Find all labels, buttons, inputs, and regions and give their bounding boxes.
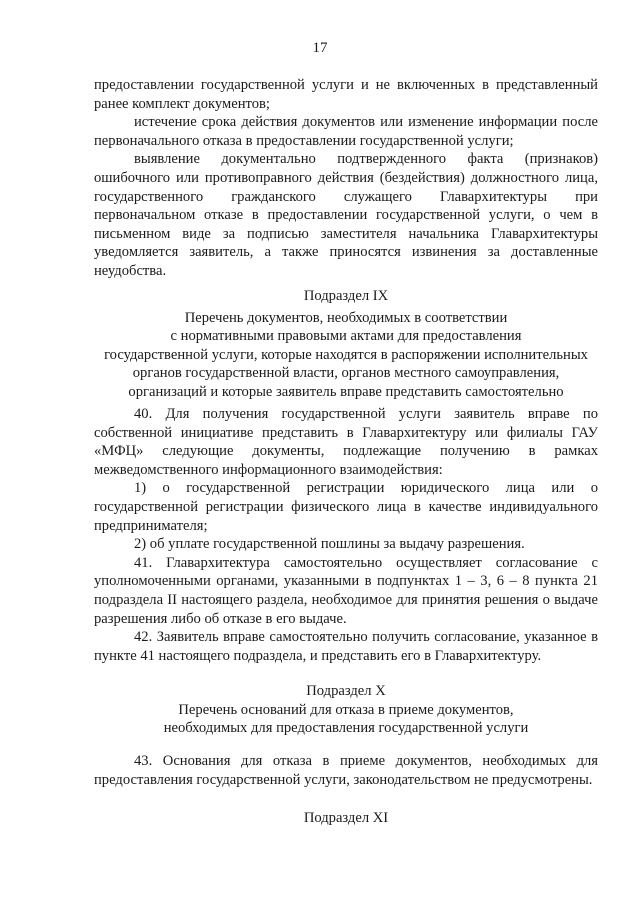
section-ix-heading: Подраздел IX	[303, 288, 389, 304]
section-xi-header	[94, 809, 598, 828]
paragraph-42: 42. Заявитель вправе самостоятельно получить согласование, указанное в пункте 41 настоящего подраздела, и представить его в Главархитектуру.	[94, 629, 598, 664]
section-x-title-line: необходимых для предоставления государственной услуги	[163, 720, 529, 737]
page-number: 17	[312, 40, 328, 56]
paragraph-40-item-2: 2) об уплате государственной пошлины за выдачу разрешения.	[134, 536, 525, 553]
section-ix-title-line: с нормативными правовыми актами для предоставления	[170, 328, 522, 345]
section-ix-title-line: организаций и которые заявитель вправе представить самостоятельно	[128, 383, 564, 400]
paragraph-expiry: истечение срока действия документов или изменение информации после первоначального отказа в предоставлении государственной услуги;	[94, 114, 598, 149]
paragraph-40: 40. Для получения государственной услуги заявитель вправе по собственной инициативе представить в Главархитектуру или филиалы ГАУ «МФЦ» следующие документы, подлежащие получению в рамках межведомственного информационного взаимодействия:	[94, 406, 598, 478]
paragraph-error-detection: выявление документально подтвержденного факта (признаков) ошибочного или противоправного действия (бездействия) должностного лица, государственного гражданского служащего Главархитектуры при первоначальном отказе в предоставлении государственной услуги, о чем в письменном виде за подписью заместителя начальника Главархитектуры уведомляется заявитель, а также приносятся извинения за доставленные неудобства.	[94, 151, 598, 279]
paragraph-43: 43. Основания для отказа в приеме документов, необходимых для предоставления государственной услуги, законодательством не предусмотрены.	[94, 753, 598, 788]
continuation-block	[94, 76, 598, 281]
section-x-title-line: Перечень оснований для отказа в приеме документов,	[178, 701, 514, 718]
section-ix-title-line: Перечень документов, необходимых в соответствии	[184, 309, 508, 326]
section-xi-heading: Подраздел XI	[303, 810, 389, 826]
paragraph-40-item-1: 1) о государственной регистрации юридического лица или о государственной регистрации физического лица в качестве индивидуального предпринимателя;	[94, 480, 598, 534]
paragraph-41: 41. Главархитектура самостоятельно осуществляет согласование с уполномоченными органами, указанными в подпунктах 1 – 3, 6 – 8 пункта 21 подраздела II настоящего раздела, необходимое для принятия решения о выдаче разрешения либо об отказе в его выдаче.	[94, 554, 598, 627]
section-x-header	[94, 682, 598, 738]
section-ix-title-line: государственной услуги, которые находятся в распоряжении исполнительных	[104, 346, 588, 363]
section-x-body	[94, 752, 598, 789]
section-ix-header	[94, 287, 598, 402]
section-ix-title-line: органов государственной власти, органов местного самоуправления,	[132, 365, 560, 382]
section-x-heading: Подраздел X	[306, 683, 386, 699]
paragraph-continuation: предоставлении государственной услуги и не включенных в представленный ранее комплект документов;	[94, 77, 598, 112]
section-ix-body	[94, 405, 598, 665]
